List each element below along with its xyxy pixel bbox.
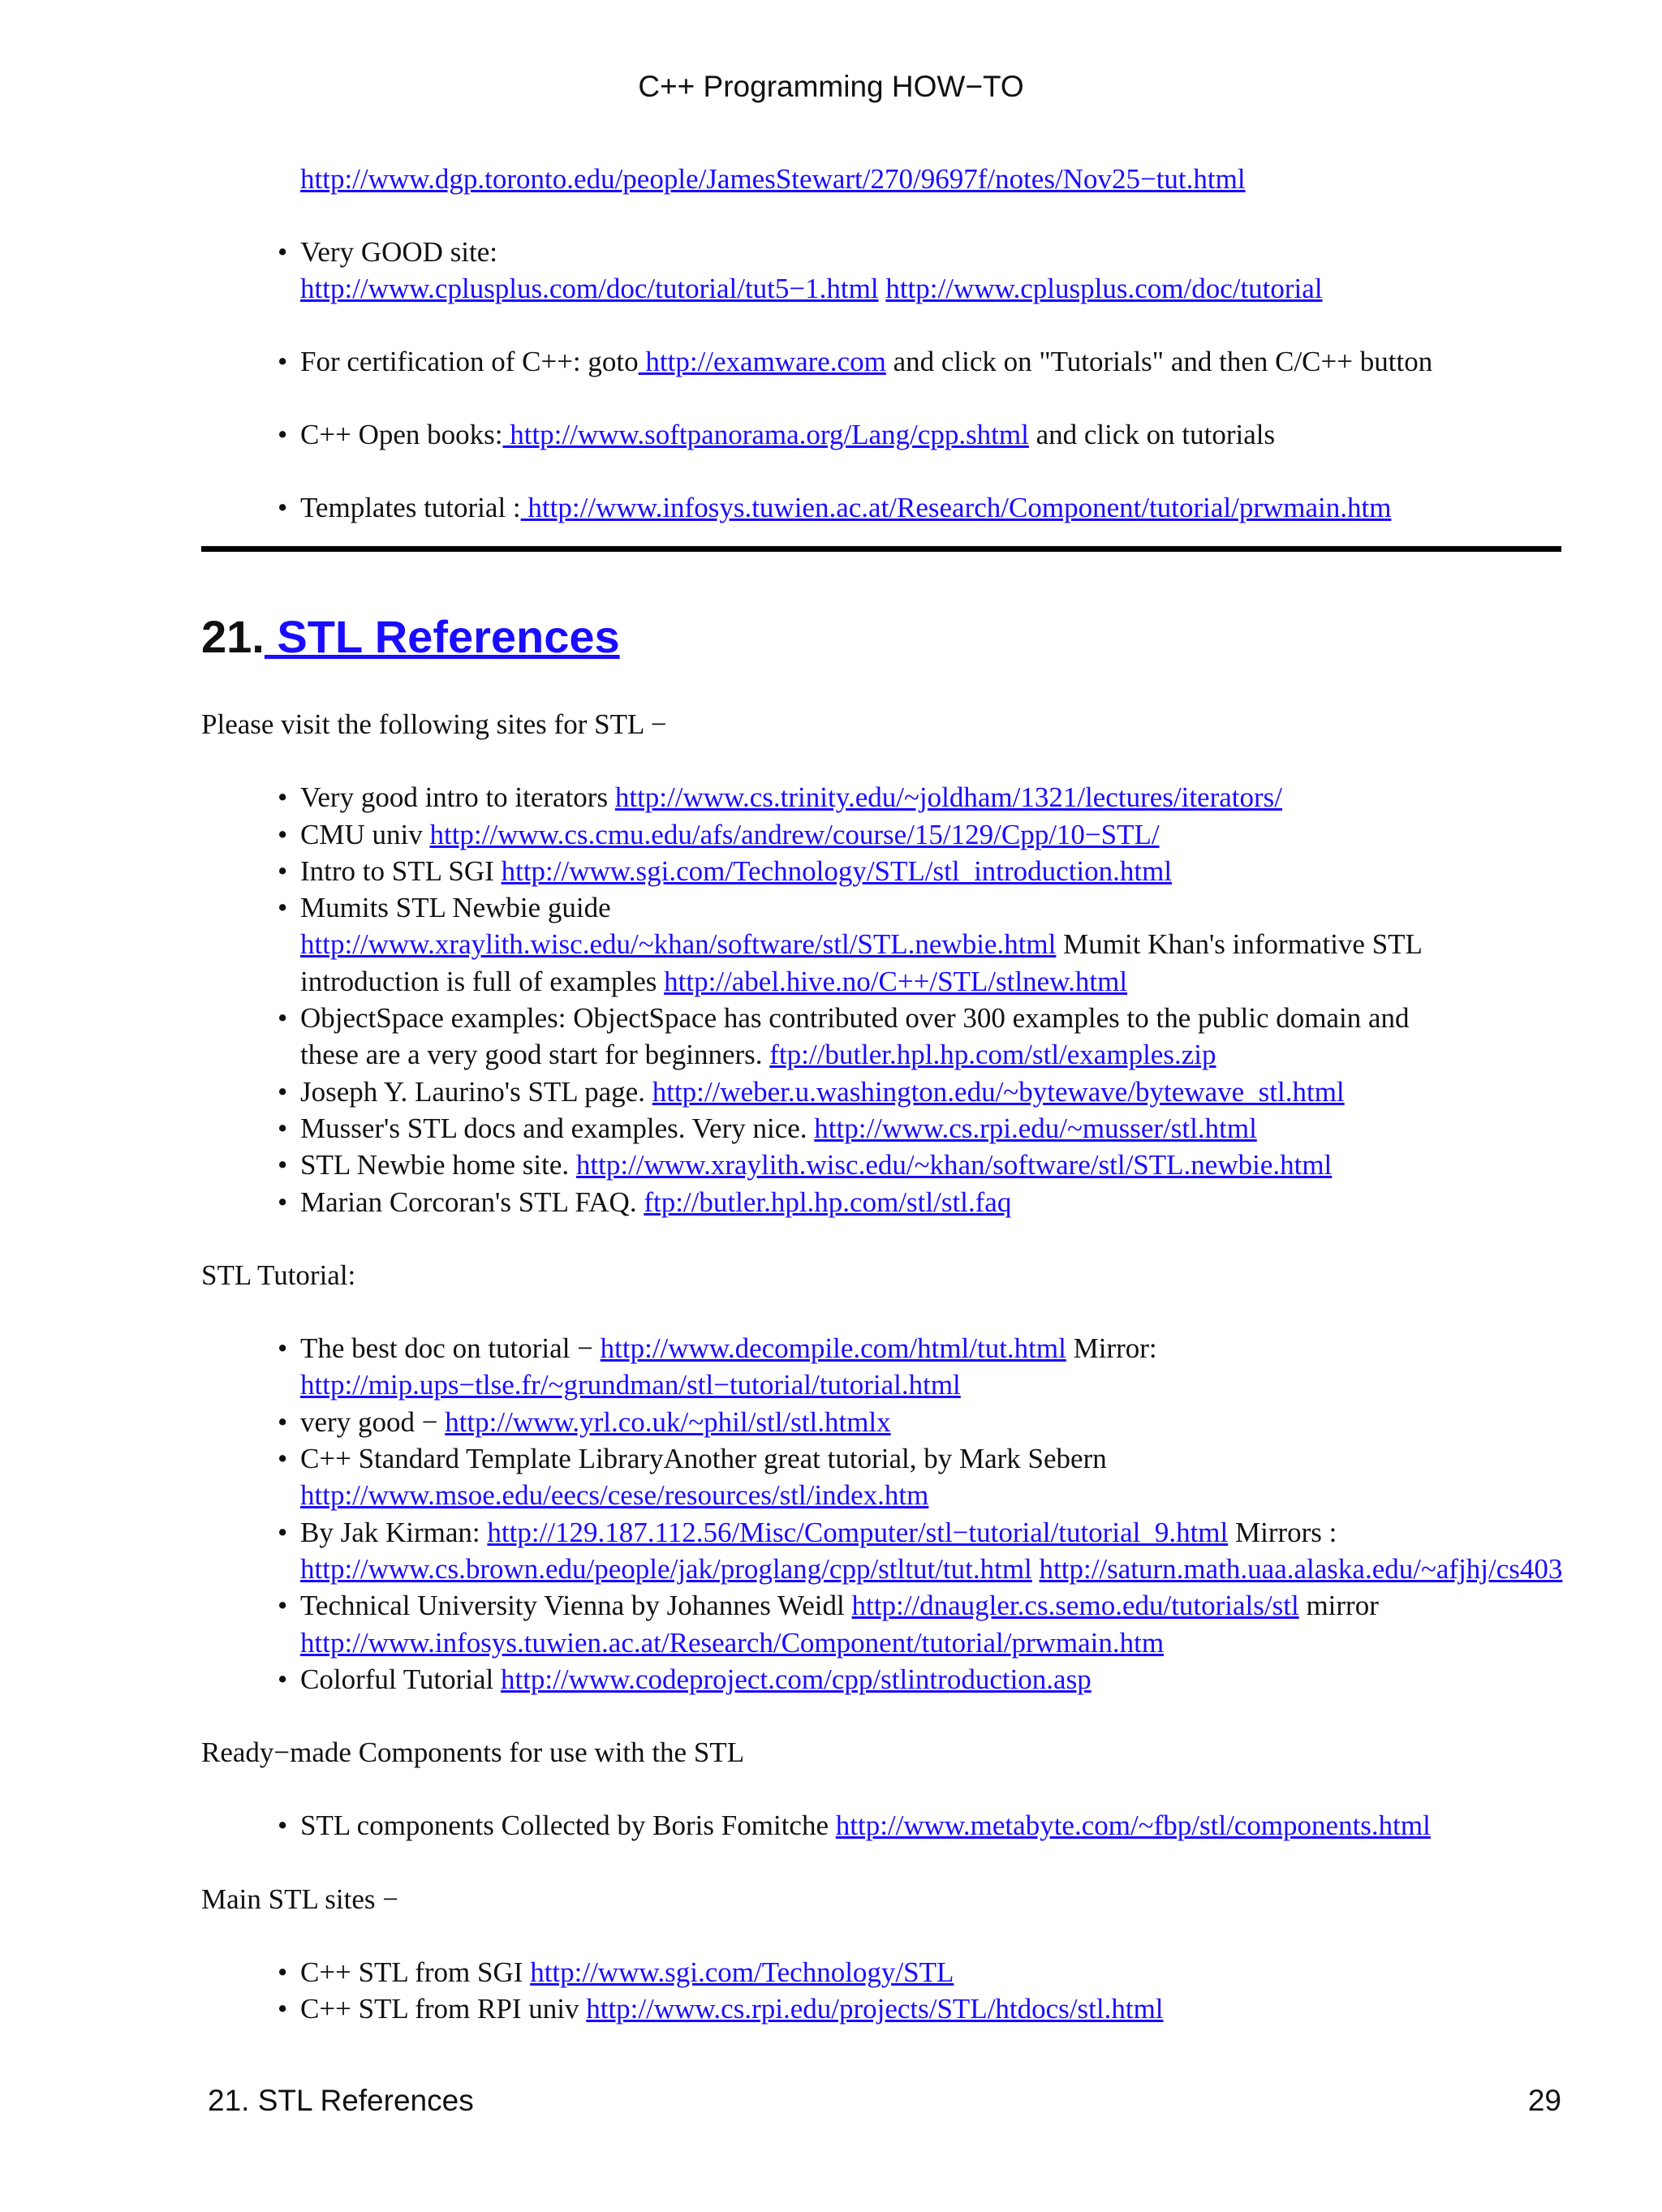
list-item [300,889,1662,1000]
continued-link-line [300,161,1662,197]
list-item [300,1000,1662,1074]
list-item [300,1807,1662,1844]
list-item [300,1990,1662,2027]
link-decompile[interactable]: http://www.decompile.com/html/tut.html [600,1332,1066,1365]
link-saturn-mirror[interactable]: http://saturn.math.uaa.alaska.edu/~afjhj/cs403 [1039,1552,1563,1585]
list-item [300,1330,1662,1404]
list-item-text: By Jak Kirman: [300,1516,488,1548]
intro-paragraph: Please visit the following sites for STL − [201,708,667,740]
link-brown-mirror[interactable]: http://www.cs.brown.edu/people/jak/proglang/cpp/stltut/tut.html [300,1552,1032,1585]
page-number: 29 [1527,2084,1561,2117]
link-butler-faq[interactable]: ftp://butler.hpl.hp.com/stl/stl.faq [644,1186,1012,1218]
main-sites-list [0,1954,1662,2028]
link-softpanorama[interactable]: http://www.softpanorama.org/Lang/cpp.shtml [502,419,1029,450]
list-item-text: • Mumits STL Newbie guide [300,892,611,924]
stl-reference-list [0,779,1662,1220]
section-heading [201,610,620,663]
list-item [300,1184,1662,1220]
link-infosys-templates[interactable]: http://www.infosys.tuwien.ac.at/Research/Component/tutorial/prwmain.htm [520,492,1392,523]
link-examware[interactable]: http://examware.com [638,346,886,377]
list-item [300,816,1662,853]
list-item-text: introduction is full of examples [300,965,665,997]
list-item [300,1440,1662,1514]
top-bullet-list [0,234,1662,526]
link-sgi-stl[interactable]: http://www.sgi.com/Technology/STL [530,1956,954,1989]
link-dnaugler[interactable]: http://dnaugler.cs.semo.edu/tutorials/stl [851,1590,1299,1622]
list-item [300,853,1662,889]
list-item-text: Mumit Khan's informative STL [1056,928,1423,961]
list-item-text: Colorful Tutorial [300,1663,501,1695]
link-cmu-stl[interactable]: http://www.cs.cmu.edu/afs/andrew/course/15/129/Cpp/10−STL/ [429,818,1160,850]
list-item-text: and click on tutorials [1028,419,1276,450]
list-item-text: C++ STL from RPI univ [300,1993,587,2025]
section-divider [201,546,1561,552]
link-cplusplus-tut5[interactable]: http://www.cplusplus.com/doc/tutorial/tut5−1.html [300,273,879,304]
list-item [300,416,1662,453]
list-item-text: Mirrors : [1228,1516,1337,1548]
list-item-text: C++ Open books: [300,419,503,450]
link-toronto-tutorial[interactable]: http://www.dgp.toronto.edu/people/JamesStewart/270/9697f/notes/Nov25−tut.html [300,163,1246,195]
list-item-text: these are a very good start for beginners. [300,1039,770,1071]
link-cplusplus-tutorial[interactable]: http://www.cplusplus.com/doc/tutorial [885,273,1323,304]
list-item [300,234,1662,307]
list-item-text: • C++ Standard Template LibraryAnother great tutorial, by Mark Sebern [300,1443,1107,1475]
list-item [300,1074,1662,1110]
link-msoe[interactable]: http://www.msoe.edu/eecs/cese/resources/stl/index.htm [300,1479,929,1512]
stl-tutorial-list [0,1330,1662,1698]
list-item-text: mirror [1298,1590,1379,1622]
list-item [300,1147,1662,1183]
list-item [300,489,1662,526]
list-item-text: Joseph Y. Laurino's STL page. [300,1075,652,1108]
main-sites-heading: Main STL sites − [201,1883,399,1915]
list-item-text: STL components Collected by Boris Fomitche [300,1810,836,1842]
link-infosys-mirror[interactable]: http://www.infosys.tuwien.ac.at/Research/Component/tutorial/prwmain.htm [300,1626,1165,1659]
list-item [300,1661,1662,1698]
list-item-text: and click on "Tutorials" and then C/C++ button [885,346,1433,377]
main-content [0,706,1662,2028]
list-item-text: STL Newbie home site. [300,1149,576,1181]
list-item-text: C++ STL from SGI [300,1956,531,1989]
list-item [300,1110,1662,1147]
list-item-text: For certification of C++: goto [300,346,639,377]
list-item-text: The best doc on tutorial − [300,1332,601,1365]
section-number: 21. [201,611,265,662]
list-item-text: very good − [300,1405,446,1438]
list-item-text: • ObjectSpace examples: ObjectSpace has contributed over 300 examples to the public domain and [300,1002,1410,1035]
section-title-link[interactable]: STL References [264,611,620,662]
list-item [300,1514,1662,1588]
link-xraylith-home[interactable]: http://www.xraylith.wisc.edu/~khan/software/stl/STL.newbie.html [575,1149,1333,1181]
list-item-text: Very good intro to iterators [300,781,615,814]
list-item-text: Templates tutorial : [300,492,521,523]
link-kirman[interactable]: http://129.187.112.56/Misc/Computer/stl−tutorial/tutorial_9.html [487,1516,1229,1548]
running-footer [208,2084,1561,2118]
list-item [300,343,1662,380]
list-item-text: Technical University Vienna by Johannes Weidl [300,1590,852,1622]
link-laurino[interactable]: http://weber.u.washington.edu/~bytewave/bytewave_stl.html [652,1075,1345,1108]
link-sgi-intro[interactable]: http://www.sgi.com/Technology/STL/stl_introduction.html [501,854,1173,887]
list-item [300,779,1662,816]
footer-section-title: 21. STL References [208,2084,474,2117]
list-item-text: Marian Corcoran's STL FAQ. [300,1186,644,1218]
link-yrl[interactable]: http://www.yrl.co.uk/~phil/stl/stl.htmlx [445,1405,891,1438]
list-item-text: Very GOOD site: [300,236,498,268]
link-butler-examples[interactable]: ftp://butler.hpl.hp.com/stl/examples.zip [769,1039,1216,1071]
link-abel-stlnew[interactable]: http://abel.hive.no/C++/STL/stlnew.html [664,965,1128,997]
ready-made-heading: Ready−made Components for use with the STL [201,1736,745,1769]
list-item-text: Musser's STL docs and examples. Very nice. [300,1112,815,1144]
tutorial-heading: STL Tutorial: [201,1259,356,1291]
link-metabyte[interactable]: http://www.metabyte.com/~fbp/stl/components.html [835,1810,1431,1842]
link-codeproject[interactable]: http://www.codeproject.com/cpp/stlintroduction.asp [500,1663,1091,1695]
list-item [300,1587,1662,1661]
link-trinity-iterators[interactable]: http://www.cs.trinity.edu/~joldham/1321/lectures/iterators/ [614,781,1283,814]
list-item-text: CMU univ [300,818,430,850]
link-musser[interactable]: http://www.cs.rpi.edu/~musser/stl.html [814,1112,1257,1144]
list-item [300,1404,1662,1440]
link-xraylith-newbie[interactable]: http://www.xraylith.wisc.edu/~khan/software/stl/STL.newbie.html [300,928,1057,961]
link-rpi-stl[interactable]: http://www.cs.rpi.edu/projects/STL/htdocs/stl.html [586,1993,1164,2025]
list-item-text: Intro to STL SGI [300,854,502,887]
top-list-block [0,161,1662,562]
list-item [300,1954,1662,1990]
components-list [0,1807,1662,1844]
running-header: C++ Programming HOW−TO [638,70,1024,103]
list-item-text: Mirror: [1066,1332,1157,1365]
link-mip-mirror[interactable]: http://mip.ups−tlse.fr/~grundman/stl−tutorial/tutorial.html [300,1369,961,1401]
